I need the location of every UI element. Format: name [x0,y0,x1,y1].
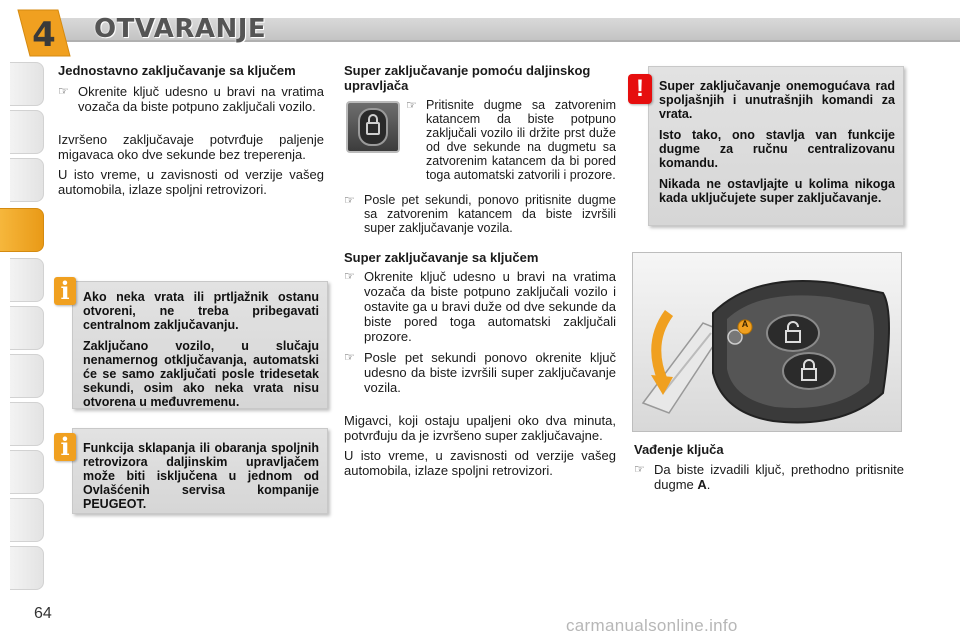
watermark: carmanualsonline.info [566,616,738,635]
info-box-1 [72,281,328,409]
chapter-tab[interactable] [10,62,44,106]
chapter-tab[interactable] [10,354,44,398]
chapter-tab[interactable] [10,402,44,446]
info-icon: i [54,277,76,305]
pointing-hand-icon: ☞ [58,84,69,98]
pointing-hand-icon: ☞ [634,462,645,476]
col1-section [58,63,324,197]
key-fob-button-label: A [741,319,749,329]
warning-text1: Super zaključavanje onemogućava rad spoljašnjih i unutrašnjih komandi za vrata. [659,79,895,121]
col2-bullet: ☞ Okrenite ključ udesno u bravi na vratima vozača da biste potpuno zaključali vozilo i ostavite ga u bravi duže od dve sekunde da biste pored toga automatski zaključali prozore. [344,269,616,344]
warning-box [648,66,904,226]
info-box-2 [72,428,328,514]
key-fob-illustration [632,252,902,432]
chapter-tab-active[interactable] [0,208,44,252]
info-box-1-text1: Ako neka vrata ili prtljažnik ostanu otvoreni, ne treba pribegavati centralnom zaključavanju. [83,290,319,332]
col1-para1: Izvršeno zaključavaje potvrđuje paljenje migavaca oko dve sekunde bez treperenja. [58,132,324,162]
col1-para2: U isto vreme, u zavisnosti od verzije vašeg automobila, izlaze spoljni retrovizori. [58,167,324,197]
chapter-tab[interactable] [10,258,44,302]
pointing-hand-icon: ☞ [344,350,355,364]
chapter-tab[interactable] [10,158,44,202]
col2-para2: U isto vreme, u zavisnosti od verzije vašeg automobila, izlaze spoljni retrovizori. [344,448,616,478]
col2-bullet-remote-2: ☞ Posle pet sekundi, ponovo pritisnite dugme sa zatvorenim katancem da biste izvršili super zaključavanje vozila. [344,193,616,235]
key-removal-section [634,442,904,492]
pointing-hand-icon: ☞ [406,98,417,112]
col1-bullet: ☞ Okrenite ključ udesno u bravi na vratima vozača da biste potpuno zaključali vozilo. [58,84,324,114]
col1-heading: Jednostavno zaključavanje sa ključem [58,63,296,78]
info-box-1-text2: Zaključano vozilo, u slučaju nenamernog otključavanja, automatski će se samo zaključati posle tridesetak sekundi, osim ako neka vrata nisu otvorena u međuvremenu. [83,339,319,409]
page-number: 64 [34,605,52,622]
col2-heading-remote: Super zaključavanje pomoću daljinskog upravljača [344,63,591,93]
chapter-tab[interactable] [10,546,44,590]
remote-lock-button-icon [346,101,400,153]
warning-text3: Nikada ne ostavljajte u kolima nikoga kada uključujete super zaključavanje. [659,177,895,205]
pointing-hand-icon: ☞ [344,269,355,283]
warning-text2: Isto tako, ono stavlja van funkcije dugme za ručnu centralizovanu komandu. [659,128,895,170]
chapter-tabs [0,62,46,582]
col2-key-section [344,250,616,478]
button-a-ref: A [697,477,707,492]
page-title: OTVARANJE [94,14,267,44]
chapter-badge [14,8,72,58]
key-removal-heading: Vađenje ključa [634,442,724,457]
col2-bullet-remote: ☞ Pritisnite dugme sa zatvorenim katancem da biste potpuno zaključali vozilo ili držite prst duže od dve sekunde na dugmetu sa zatvorenim katancem da bi pored toga automatski zatvorili i prozore. [406,98,616,182]
key-removal-bullet: ☞ Da biste izvadili ključ, prethodno pritisnite dugme A. [634,462,904,492]
chapter-tab[interactable] [10,110,44,154]
info-box-2-text: Funkcija sklapanja ili obaranja spoljnih retrovizora daljinskim upravljačem može biti isključena u jednom od Ovlašćenih servisa kompanije PEUGEOT. [83,441,319,511]
pointing-hand-icon: ☞ [344,193,355,207]
chapter-tab[interactable] [10,450,44,494]
chapter-number: 4 [32,15,56,55]
col2-section [344,63,616,93]
chapter-tab[interactable] [10,498,44,542]
col2-heading-key: Super zaključavanje sa ključem [344,250,539,265]
col2-para1: Migavci, koji ostaju upaljeni oko dva minuta, potvrđuju da je izvršeno super zaključavajne. [344,413,616,443]
info-icon: i [54,433,76,461]
warning-icon: ! [628,74,652,104]
col2-bullet: ☞ Posle pet sekundi ponovo okrenite ključ udesno da biste izvršili super zaključavanje vozila. [344,350,616,395]
chapter-tab[interactable] [10,306,44,350]
